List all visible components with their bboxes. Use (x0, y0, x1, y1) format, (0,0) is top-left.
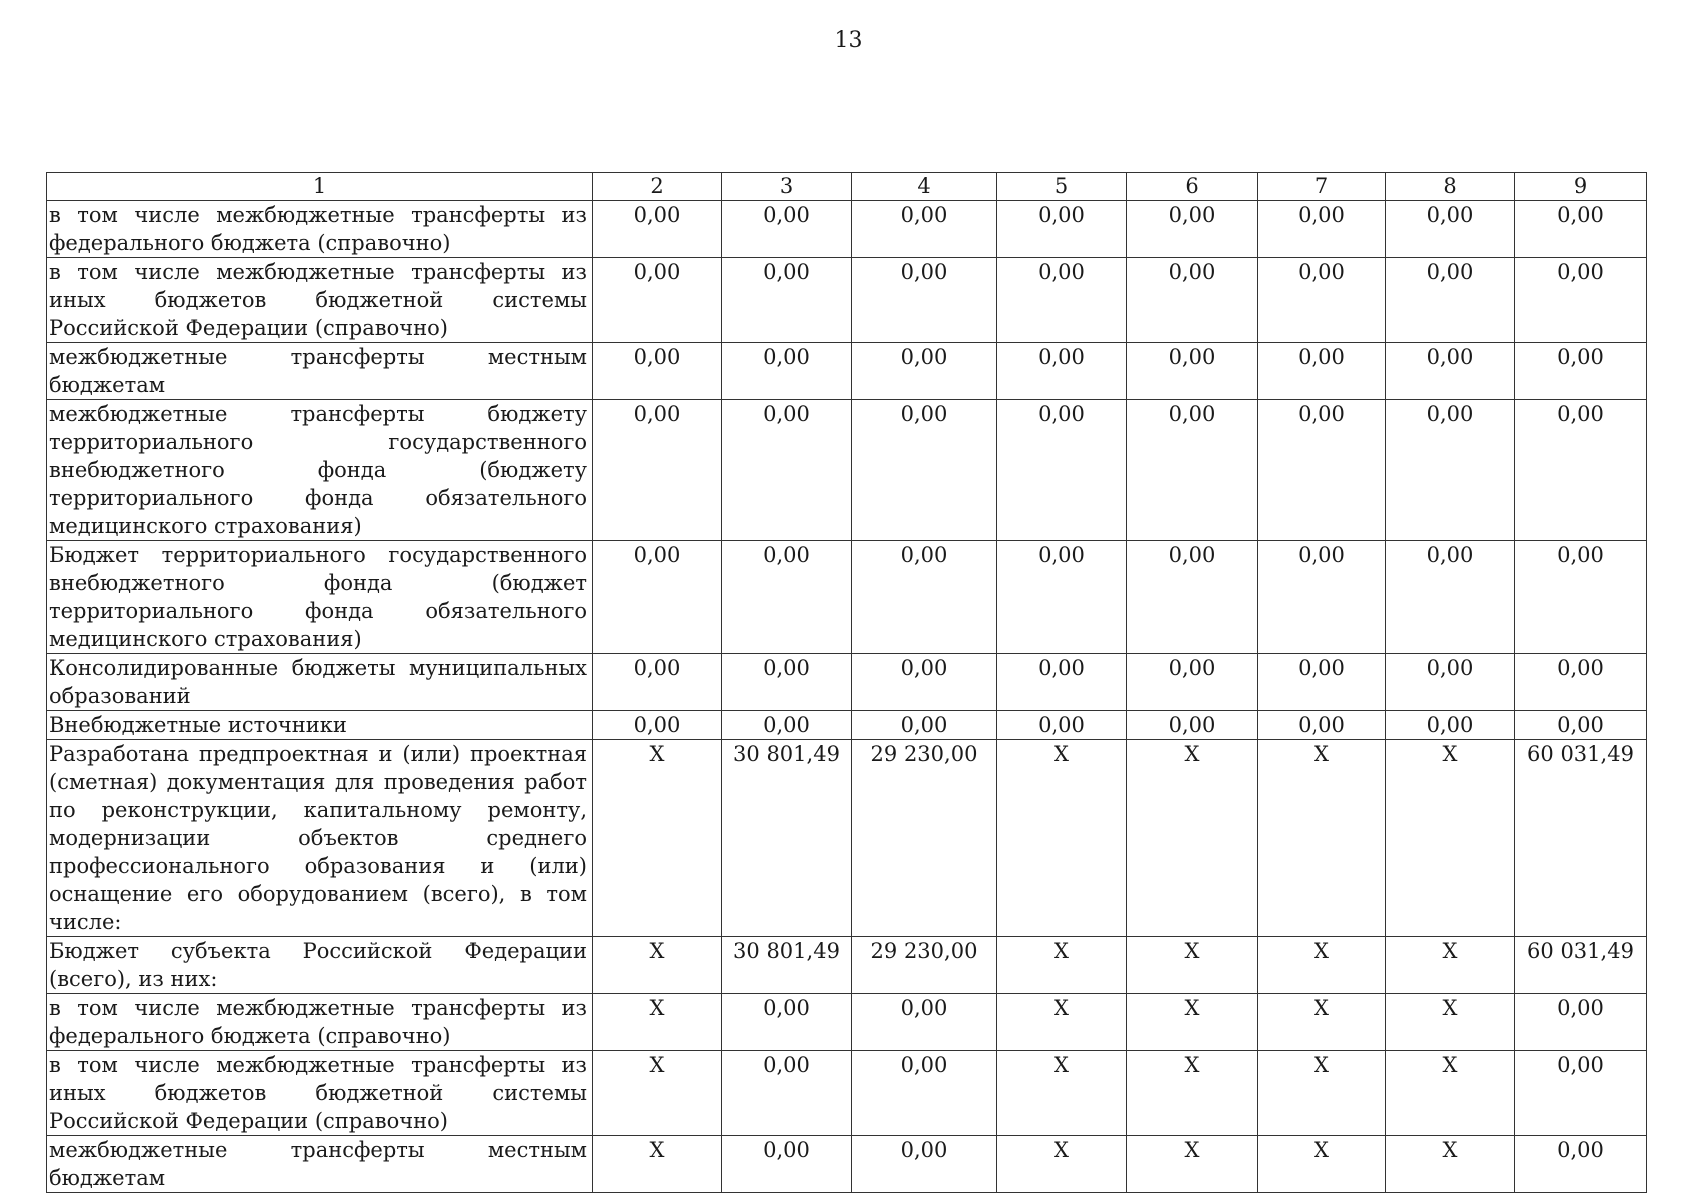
value-cell: 0,00 (997, 654, 1127, 711)
value-cell: 0,00 (852, 711, 997, 740)
value-cell: 60 031,49 (1515, 937, 1647, 994)
column-header: 4 (852, 173, 997, 201)
value-cell: 0,00 (722, 258, 852, 343)
value-cell: X (1127, 937, 1258, 994)
value-cell: 0,00 (593, 541, 722, 654)
table-row (47, 654, 1647, 711)
table-row (47, 343, 1647, 400)
value-cell: 0,00 (1386, 541, 1515, 654)
value-cell: 0,00 (722, 994, 852, 1051)
value-cell: 0,00 (593, 201, 722, 258)
value-cell: X (1127, 1051, 1258, 1136)
value-cell: 0,00 (852, 201, 997, 258)
column-header: 6 (1127, 173, 1258, 201)
value-cell: 0,00 (1258, 343, 1386, 400)
value-cell: 0,00 (593, 258, 722, 343)
value-cell: 0,00 (852, 1136, 997, 1193)
value-cell: 0,00 (722, 400, 852, 541)
value-cell: 0,00 (1386, 201, 1515, 258)
row-label: межбюджетные трансферты бюджету территориального государственного внебюджетного фонда (бюджету территориального фонда обязательного медицинского страхования) (47, 400, 593, 541)
value-cell: 0,00 (852, 400, 997, 541)
value-cell: 0,00 (1515, 711, 1647, 740)
value-cell: X (1386, 1136, 1515, 1193)
value-cell: 0,00 (1127, 400, 1258, 541)
value-cell: 0,00 (997, 201, 1127, 258)
value-cell: 0,00 (1515, 400, 1647, 541)
value-cell: 0,00 (1258, 541, 1386, 654)
table-row (47, 937, 1647, 994)
value-cell: X (593, 1051, 722, 1136)
value-cell: 0,00 (997, 711, 1127, 740)
value-cell: 0,00 (1515, 654, 1647, 711)
value-cell: X (997, 937, 1127, 994)
table-header (47, 173, 1647, 201)
value-cell: 0,00 (1127, 541, 1258, 654)
table-row (47, 994, 1647, 1051)
row-label: Бюджет субъекта Российской Федерации (всего), из них: (47, 937, 593, 994)
value-cell: X (1258, 740, 1386, 937)
value-cell: 30 801,49 (722, 937, 852, 994)
value-cell: 0,00 (997, 541, 1127, 654)
value-cell: X (997, 740, 1127, 937)
value-cell: 0,00 (593, 400, 722, 541)
value-cell: X (997, 1136, 1127, 1193)
row-label: межбюджетные трансферты местным бюджетам (47, 343, 593, 400)
value-cell: 0,00 (1127, 711, 1258, 740)
value-cell: X (997, 1051, 1127, 1136)
table-row (47, 711, 1647, 740)
value-cell: 0,00 (1515, 994, 1647, 1051)
value-cell: 0,00 (852, 1051, 997, 1136)
table-row (47, 258, 1647, 343)
value-cell: X (1386, 994, 1515, 1051)
value-cell: X (1258, 994, 1386, 1051)
value-cell: 0,00 (593, 711, 722, 740)
value-cell: X (1386, 740, 1515, 937)
value-cell: 60 031,49 (1515, 740, 1647, 937)
value-cell: X (593, 994, 722, 1051)
column-header: 8 (1386, 173, 1515, 201)
row-label: Консолидированные бюджеты муниципальных образований (47, 654, 593, 711)
value-cell: 0,00 (1515, 201, 1647, 258)
value-cell: 0,00 (1258, 654, 1386, 711)
value-cell: X (997, 994, 1127, 1051)
value-cell: X (593, 937, 722, 994)
table-row (47, 201, 1647, 258)
page-number: 13 (834, 28, 863, 53)
value-cell: 0,00 (722, 201, 852, 258)
value-cell: 0,00 (1258, 201, 1386, 258)
value-cell: 0,00 (1386, 343, 1515, 400)
value-cell: 0,00 (1515, 1051, 1647, 1136)
value-cell: 0,00 (1127, 258, 1258, 343)
value-cell: 0,00 (852, 994, 997, 1051)
value-cell: X (1127, 740, 1258, 937)
header-row (47, 173, 1647, 201)
value-cell: 0,00 (1258, 400, 1386, 541)
value-cell: 0,00 (722, 1136, 852, 1193)
table-row (47, 1136, 1647, 1193)
value-cell: 29 230,00 (852, 937, 997, 994)
value-cell: 0,00 (593, 654, 722, 711)
column-header: 5 (997, 173, 1127, 201)
column-header: 1 (47, 173, 593, 201)
value-cell: 0,00 (722, 541, 852, 654)
table-row (47, 740, 1647, 937)
value-cell: 0,00 (1515, 1136, 1647, 1193)
row-label: межбюджетные трансферты местным бюджетам (47, 1136, 593, 1193)
value-cell: 0,00 (722, 654, 852, 711)
value-cell: 0,00 (1258, 711, 1386, 740)
value-cell: 0,00 (1515, 541, 1647, 654)
value-cell: X (1386, 937, 1515, 994)
column-header: 9 (1515, 173, 1647, 201)
value-cell: 0,00 (722, 1051, 852, 1136)
value-cell: 0,00 (1386, 400, 1515, 541)
value-cell: 0,00 (593, 343, 722, 400)
value-cell: X (1258, 1051, 1386, 1136)
value-cell: 29 230,00 (852, 740, 997, 937)
budget-table (46, 172, 1647, 1193)
table-row (47, 1051, 1647, 1136)
row-label: Внебюджетные источники (47, 711, 593, 740)
value-cell: 0,00 (1386, 654, 1515, 711)
row-label: в том числе межбюджетные трансферты из федерального бюджета (справочно) (47, 994, 593, 1051)
value-cell: 0,00 (1386, 711, 1515, 740)
value-cell: 0,00 (1258, 258, 1386, 343)
row-label: Разработана предпроектная и (или) проектная (сметная) документация для проведения работ по реконструкции, капитальному ремонту, модернизации объектов среднего профессионального образования и (или) оснащение его оборудованием (всего), в том числе: (47, 740, 593, 937)
value-cell: 0,00 (997, 400, 1127, 541)
value-cell: 0,00 (852, 654, 997, 711)
value-cell: X (1127, 994, 1258, 1051)
row-label: в том числе межбюджетные трансферты из иных бюджетов бюджетной системы Российской Федерации (справочно) (47, 258, 593, 343)
value-cell: 0,00 (852, 541, 997, 654)
value-cell: X (593, 1136, 722, 1193)
value-cell: 30 801,49 (722, 740, 852, 937)
table-body (47, 201, 1647, 1193)
column-header: 2 (593, 173, 722, 201)
value-cell: X (593, 740, 722, 937)
row-label: в том числе межбюджетные трансферты из иных бюджетов бюджетной системы Российской Федерации (справочно) (47, 1051, 593, 1136)
table-row (47, 400, 1647, 541)
value-cell: 0,00 (1127, 654, 1258, 711)
value-cell: 0,00 (1515, 258, 1647, 343)
value-cell: 0,00 (1127, 201, 1258, 258)
value-cell: 0,00 (1386, 258, 1515, 343)
column-header: 7 (1258, 173, 1386, 201)
value-cell: 0,00 (1515, 343, 1647, 400)
column-header: 3 (722, 173, 852, 201)
value-cell: 0,00 (997, 258, 1127, 343)
value-cell: 0,00 (722, 711, 852, 740)
value-cell: 0,00 (997, 343, 1127, 400)
value-cell: X (1258, 937, 1386, 994)
table-row (47, 541, 1647, 654)
row-label: в том числе межбюджетные трансферты из федерального бюджета (справочно) (47, 201, 593, 258)
value-cell: 0,00 (1127, 343, 1258, 400)
value-cell: 0,00 (852, 258, 997, 343)
value-cell: 0,00 (722, 343, 852, 400)
row-label: Бюджет территориального государственного внебюджетного фонда (бюджет территориального фонда обязательного медицинского страхования) (47, 541, 593, 654)
value-cell: 0,00 (852, 343, 997, 400)
value-cell: X (1386, 1051, 1515, 1136)
value-cell: X (1127, 1136, 1258, 1193)
value-cell: X (1258, 1136, 1386, 1193)
